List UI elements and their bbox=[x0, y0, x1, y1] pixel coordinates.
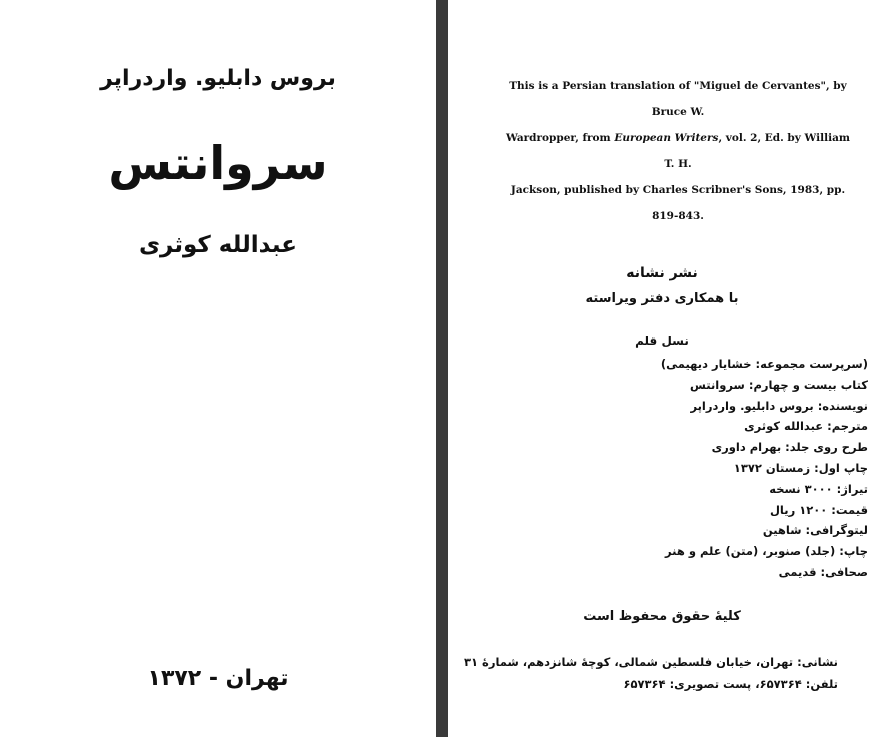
credit-line: صحافی: قدیمی bbox=[778, 564, 868, 579]
address-line: نشانی: تهران، خیابان فلسطین شمالی، کوچهٔ شانزدهم، شمارهٔ ۳۱ bbox=[463, 655, 838, 669]
english-translation-note bbox=[502, 73, 854, 229]
credit-line: چاپ اول: زمستان ۱۳۷۲ bbox=[733, 460, 868, 475]
credit-line: تیراژ: ۳۰۰۰ نسخه bbox=[769, 481, 868, 496]
credit-line: نویسنده: بروس دابلیو. واردراپر bbox=[690, 398, 868, 413]
credits-list bbox=[568, 354, 868, 583]
book-gutter bbox=[436, 0, 448, 737]
author-name: بروس دابلیو. واردراپر bbox=[100, 66, 336, 91]
credit-line: قیمت: ۱۲۰۰ ریال bbox=[769, 502, 868, 517]
book-title: سروانتس bbox=[108, 136, 328, 190]
publisher-name: نشر نشانه bbox=[626, 265, 698, 281]
series-title: نسل قلم bbox=[635, 334, 689, 348]
credit-line: مترجم: عبدالله کوثری bbox=[744, 419, 868, 434]
place-year: تهران - ۱۳۷۲ bbox=[147, 666, 289, 691]
right-page-copyright bbox=[448, 0, 876, 737]
credit-line: طرح روی جلد: بهرام داوری bbox=[711, 440, 868, 455]
english-note-line-2: Wardropper, from European Writers, vol. 2, Ed. by William T. H. bbox=[505, 132, 851, 170]
english-note-line-3: Jackson, published by Charles Scribner's Sons, 1983, pp. 819-843. bbox=[510, 184, 846, 222]
publisher-address bbox=[463, 651, 838, 695]
source-title: European Writers bbox=[614, 132, 719, 144]
translator-name: عبدالله کوثری bbox=[138, 232, 298, 258]
phone-line: تلفن: ۶۵۷۳۶۴، پست تصویری: ۶۵۷۳۶۴ bbox=[623, 677, 838, 691]
credit-line: لیتوگرافی: شاهین bbox=[762, 523, 868, 538]
credit-line: چاپ: (جلد) صنوبر، (متن) علم و هنر bbox=[665, 544, 868, 559]
rights-notice: کلیهٔ حقوق محفوظ است bbox=[583, 609, 741, 624]
english-note-line-1: This is a Persian translation of "Miguel de Cervantes", by Bruce W. bbox=[509, 80, 847, 118]
credit-line: کتاب بیست و چهارم: سروانتس bbox=[690, 377, 868, 392]
credit-line: (سرپرست مجموعه: خشایار دیهیمی) bbox=[660, 357, 868, 371]
cooperation-line: با همکاری دفتر ویراسته bbox=[585, 291, 739, 306]
left-page-half-title bbox=[0, 0, 436, 737]
